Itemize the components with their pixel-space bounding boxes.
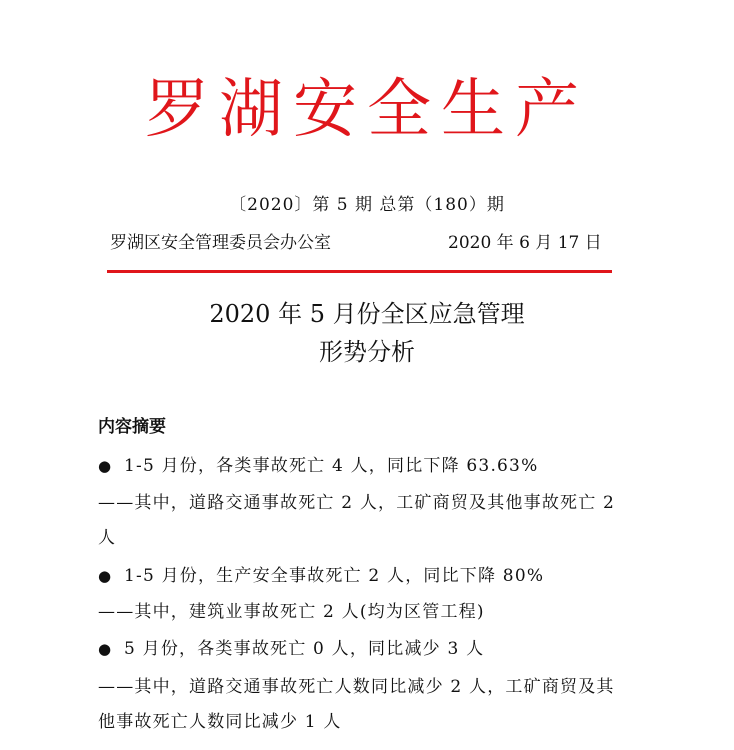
abstract-bullet-item: ● 5 月份，各类事故死亡 0 人，同比减少 3 人: [98, 636, 658, 662]
issuing-office: 罗湖区安全管理委员会办公室: [110, 233, 331, 253]
abstract-sub-item: ——其中，道路交通事故死亡 2 人，工矿商贸及其他事故死亡 2: [98, 493, 616, 513]
abstract-bullet-item: ● 1-5 月份，生产安全事故死亡 2 人，同比下降 80%: [98, 563, 658, 589]
document-title-line2: 形势分析: [319, 338, 415, 366]
red-divider: [107, 270, 612, 273]
abstract-sub-item: ——其中，建筑业事故死亡 2 人(均为区管工程): [98, 602, 485, 622]
abstract-sub-item-continued: 他事故死亡人数同比减少 1 人: [98, 712, 342, 732]
abstract-bullet-item: ● 1-5 月份，各类事故死亡 4 人，同比下降 63.63%: [98, 453, 658, 479]
issue-number: 〔2020〕第 5 期 总第（180）期: [229, 195, 505, 215]
abstract-sub-item: ——其中，道路交通事故死亡人数同比减少 2 人，工矿商贸及其: [98, 677, 615, 697]
issue-date: 2020 年 6 月 17 日: [448, 233, 602, 253]
document-title-line1: 2020 年 5 月份全区应急管理: [209, 300, 525, 328]
abstract-sub-item-continued: 人: [98, 528, 117, 548]
abstract-heading: 内容摘要: [98, 417, 166, 437]
masthead-title: 罗湖安全生产: [145, 73, 589, 147]
